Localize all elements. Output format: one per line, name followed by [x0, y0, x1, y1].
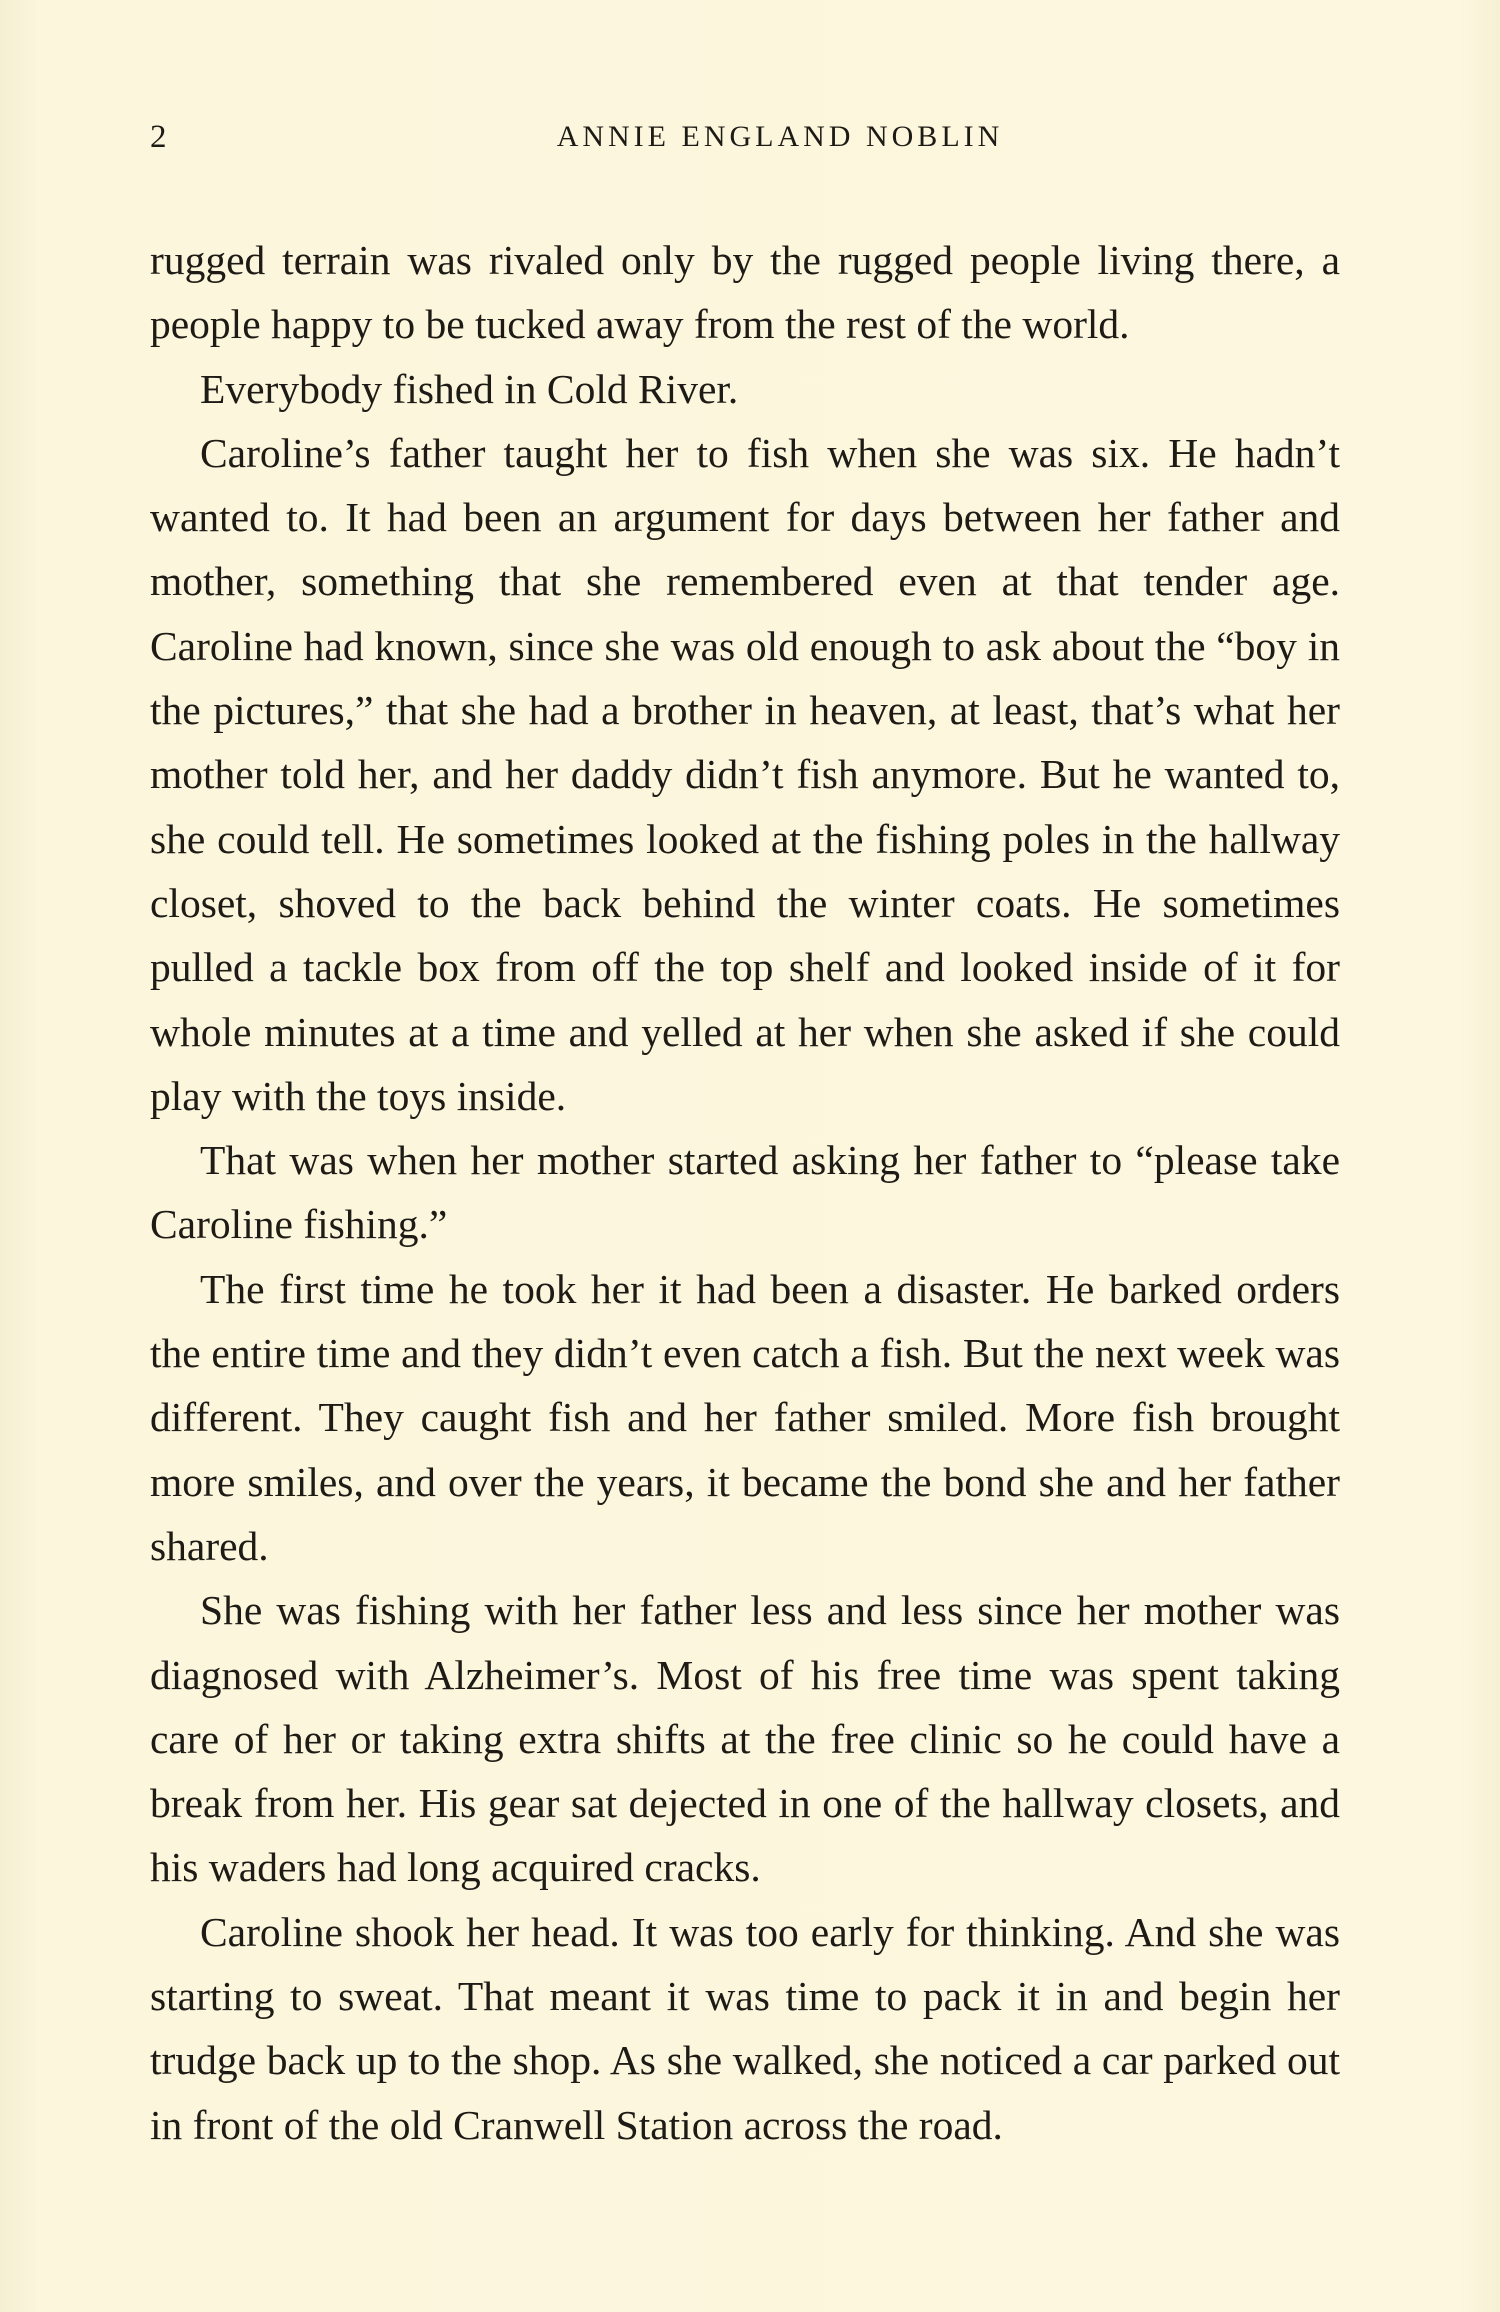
page-number: 2: [150, 119, 167, 155]
paragraph: The first time he took her it had been a disaster. He barked orders the entire time and they didn’t even catch a fish. But the next week was different. They caught fish and her father smiled. More fish brought more smiles, and over the years, it became the bond she and her father shared.: [150, 1265, 1340, 1569]
paragraph-continued: rugged terrain was rivaled only by the rugged people living there, a people happy to be tucked away from the rest of the world.: [150, 237, 1340, 348]
running-head-author: ANNIE ENGLAND NOBLIN: [556, 120, 1004, 153]
paragraph: Caroline shook her head. It was too early for thinking. And she was starting to sweat. That meant it was time to pack it in and begin her trudge back up to the shop. As she walked, she noticed a car parked out in front of the old Cranwell Station across the road.: [150, 1908, 1340, 2148]
paragraph: She was fishing with her father less and less since her mother was diagnosed with Alzheimer’s. Most of his free time was spent taking care of her or taking extra shifts at the free clinic so he could have a break from her. His gear sat dejected in one of the hallway closets, and his waders had long acquired cracks.: [150, 1587, 1340, 1891]
body-text: [150, 228, 1340, 2157]
running-head: [150, 112, 1340, 162]
paragraph: That was when her mother started asking her father to “please take Caroline fishing.”: [150, 1137, 1340, 1248]
paragraph: Caroline’s father taught her to fish when she was six. He hadn’t wanted to. It had been an argument for days between her father and mother, something that she remembered even at that tender age. Caroline had known, since she was old enough to ask about the “boy in the pictures,” that she had a brother in heaven, at least, that’s what her mother told her, and her daddy didn’t fish anymore. But he wanted to, she could tell. He sometimes looked at the fishing poles in the hallway closet, shoved to the back behind the winter coats. He sometimes pulled a tackle box from off the top shelf and looked inside of it for whole minutes at a time and yelled at her when she asked if she could play with the toys inside.: [150, 429, 1340, 1119]
paragraph: Everybody fished in Cold River.: [200, 365, 739, 412]
